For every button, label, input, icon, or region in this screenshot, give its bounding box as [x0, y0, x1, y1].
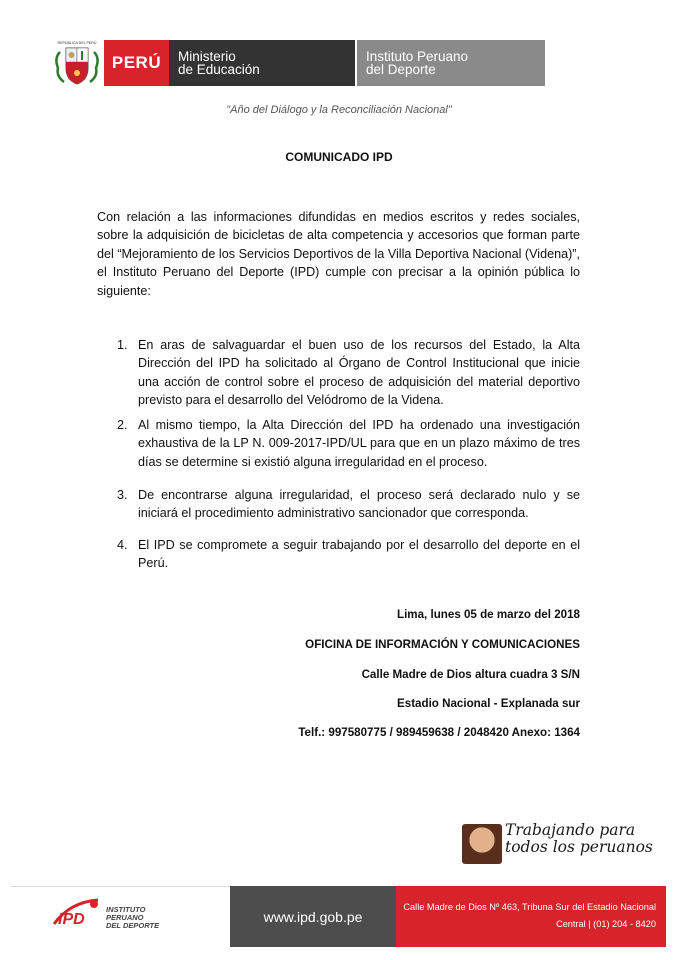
ministry-line1: Ministerio [178, 49, 236, 64]
shield-label: REPÚBLICA DEL PERÚ [57, 41, 97, 45]
slogan-line1: Trabajando para [505, 821, 636, 839]
list-item-text: Al mismo tiempo, la Alta Dirección del IPD ha ordenado una investigación exhaustiva de la LP N. 009-2017-IPD/UL para que en un plazo máximo de tres días se determine si existió alguna irregularidad en el proceso. [138, 418, 580, 469]
institute-brand-box [357, 40, 545, 86]
list-item-number: 4. [117, 538, 128, 552]
document-title: COMUNICADO IPD [285, 150, 393, 164]
intro-paragraph: Con relación a las informaciones difundidas en medios escritos y redes sociales, sobre la adquisición de bicicletas de alta competencia y accesorios que forman parte del “Mejoramiento de los Servicios Deportivos de la Villa Deportiva Nacional (Videna)”, el Instituto Peruano del Deporte (IPD) cumple con precisar a la opinión pública lo siguiente: [97, 210, 580, 298]
footer-contact-box [396, 886, 666, 947]
institute-line2: del Deporte [366, 62, 436, 77]
ipd-logo-text [106, 906, 159, 930]
website-link[interactable]: www.ipd.gob.pe [263, 908, 363, 925]
ministry-line2: de Educación [178, 62, 260, 77]
ipd-logo-icon [50, 894, 108, 934]
list-item-text: En aras de salvaguardar el buen uso de los recursos del Estado, la Alta Dirección del IPD ha solicitado al Órgano de Control Institucional que inicie una acción de control sobre el proceso de adquisición del material deportivo previsto para el desarrollo del Velódromo de la Videna. [138, 338, 580, 408]
list-item-number: 3. [117, 488, 128, 502]
logo-line3: DEL DEPORTE [106, 921, 160, 930]
list-item-number: 1. [117, 338, 128, 352]
institute-line1: Instituto Peruano [366, 49, 469, 64]
year-motto: "Año del Diálogo y la Reconciliación Nacional" [226, 104, 452, 116]
logo-line2: PERUANO [106, 913, 144, 922]
peru-brand-box [104, 40, 169, 86]
slogan-line2: todos los peruanos [505, 838, 653, 856]
peru-coat-of-arms-icon [52, 38, 102, 88]
logo-abbr: IPD [58, 911, 85, 928]
list-item-number: 2. [117, 418, 128, 432]
logo-line1: INSTITUTO [106, 905, 146, 914]
list-item [117, 486, 580, 523]
list-item-text: De encontrarse alguna irregularidad, el proceso será declarado nulo y se iniciará el procedimiento administrativo sancionador que corresponda. [138, 488, 580, 521]
list-item [117, 416, 580, 471]
signature-address: Calle Madre de Dios altura cuadra 3 S/N [361, 668, 580, 681]
ministry-brand-box [169, 40, 355, 86]
list-item [117, 336, 580, 410]
footer-website-box [230, 886, 396, 947]
footer-address: Calle Madre de Dios Nº 463, Tribuna Sur del Estadio Nacional [403, 902, 656, 912]
country-label: PERÚ [111, 53, 162, 72]
footer-phone: Central | (01) 204 - 8420 [556, 919, 656, 929]
signature-venue: Estadio Nacional - Explanada sur [397, 697, 580, 710]
list-item [117, 536, 580, 573]
person-photo [462, 824, 502, 864]
slogan [505, 822, 653, 856]
signature-date: Lima, lunes 05 de marzo del 2018 [396, 608, 580, 621]
signature-phones: Telf.: 997580775 / 989459638 / 2048420 Anexo: 1364 [298, 726, 580, 739]
signature-office: OFICINA DE INFORMACIÓN Y COMUNICACIONES [305, 638, 580, 651]
list-item-text: El IPD se compromete a seguir trabajando por el desarrollo del deporte en el Perú. [138, 538, 580, 571]
